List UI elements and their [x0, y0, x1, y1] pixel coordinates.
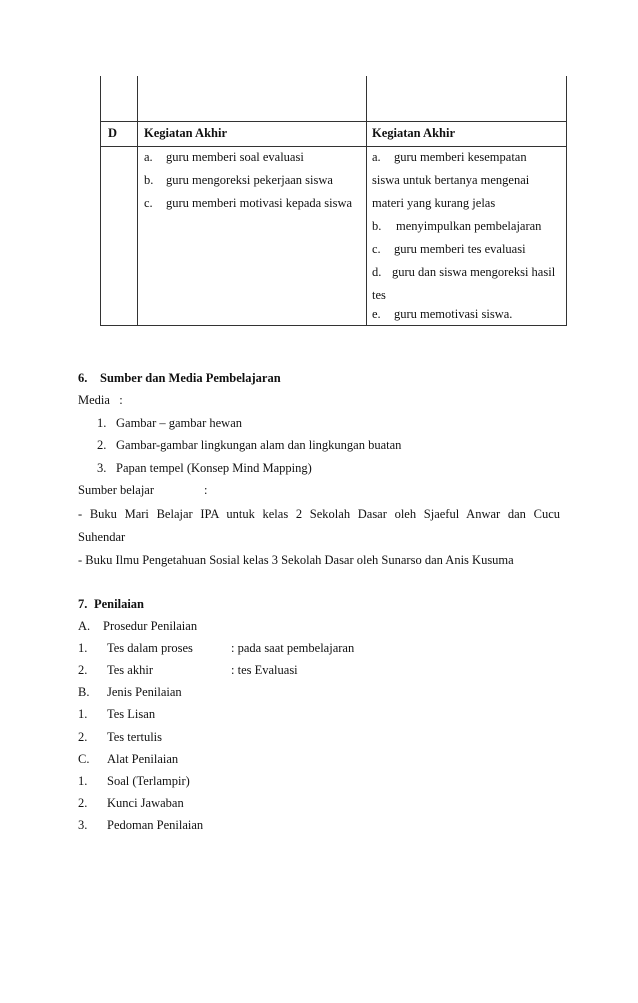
section6-title: Sumber dan Media Pembelajaran [100, 371, 281, 385]
media-item-text: Gambar-gambar lingkungan alam dan lingkungan buatan [116, 438, 402, 452]
assessment-text: Tes Lisan [107, 707, 156, 721]
assessment-marker: 1. [78, 707, 88, 721]
col3-line-text: guru dan siswa mengoreksi hasil [392, 265, 556, 279]
col3-line-text: guru memotivasi siswa. [394, 307, 513, 321]
media-item-text: Gambar – gambar hewan [116, 416, 242, 430]
col3-line-text: materi yang kurang jelas [372, 196, 496, 210]
assessment-marker: 2. [78, 796, 88, 810]
col2-item-marker: c. [144, 196, 153, 210]
col2-item-marker: a. [144, 150, 153, 164]
assessment-text: Tes dalam proses [107, 641, 193, 655]
table-border-bottom [100, 325, 567, 326]
section7-number: 7. [78, 597, 88, 611]
assessment-marker: A. [78, 619, 91, 633]
table-border-left [100, 76, 101, 325]
assessment-marker: 1. [78, 774, 88, 788]
col2-item-marker: b. [144, 173, 154, 187]
col3-line-marker: c. [372, 242, 381, 256]
table-row-letter: D [108, 126, 118, 140]
col3-line-text: tes [372, 288, 386, 302]
col3-line-text: guru memberi kesempatan [394, 150, 527, 164]
col3-line-marker: b. [372, 219, 382, 233]
assessment-detail: : tes Evaluasi [231, 663, 298, 677]
assessment-text: Kunci Jawaban [107, 796, 184, 810]
sumber-colon: : [204, 483, 208, 497]
assessment-marker: 1. [78, 641, 88, 655]
table-border-col2 [366, 76, 367, 325]
table-border-right [566, 76, 567, 325]
col3-line-marker: e. [372, 307, 381, 321]
media-label: Media : [78, 393, 123, 407]
table-border-row2 [100, 146, 567, 147]
assessment-marker: 3. [78, 818, 88, 832]
assessment-text: Alat Penilaian [107, 752, 179, 766]
media-item-num: 2. [97, 438, 107, 452]
col2-item-text: guru mengoreksi pekerjaan siswa [166, 173, 333, 187]
assessment-text: Pedoman Penilaian [107, 818, 204, 832]
assessment-marker: B. [78, 685, 90, 699]
section6-number: 6. [78, 371, 88, 385]
assessment-text: Tes akhir [107, 663, 153, 677]
assessment-text: Prosedur Penilaian [103, 619, 198, 633]
sumber-label: Sumber belajar [78, 483, 155, 497]
col3-line-text: menyimpulkan pembelajaran [396, 219, 542, 233]
col3-line-text: siswa untuk bertanya mengenai [372, 173, 530, 187]
table-col2-heading: Kegiatan Akhir [144, 126, 227, 140]
media-item-num: 1. [97, 416, 107, 430]
col3-line-marker: a. [372, 150, 381, 164]
assessment-text: Tes tertulis [107, 730, 163, 744]
book-1-line-2: Suhendar [78, 530, 126, 544]
assessment-text: Jenis Penilaian [107, 685, 182, 699]
section7-title: Penilaian [94, 597, 145, 611]
col3-line-text: guru memberi tes evaluasi [394, 242, 526, 256]
book-2: - Buku Ilmu Pengetahuan Sosial kelas 3 Sekolah Dasar oleh Sunarso dan Anis Kusuma [78, 553, 514, 567]
assessment-detail: : pada saat pembelajaran [231, 641, 355, 655]
book-1-line-1: - Buku Mari Belajar IPA untuk kelas 2 Sekolah Dasar oleh Sjaeful Anwar dan Cucu [78, 507, 560, 521]
col3-line-marker: d. [372, 265, 382, 279]
assessment-marker: 2. [78, 730, 88, 744]
media-item-num: 3. [97, 461, 107, 475]
col2-item-text: guru memberi motivasi kepada siswa [166, 196, 353, 210]
table-col3-heading: Kegiatan Akhir [372, 126, 455, 140]
col2-item-text: guru memberi soal evaluasi [166, 150, 304, 164]
assessment-text: Soal (Terlampir) [107, 774, 190, 788]
assessment-marker: C. [78, 752, 90, 766]
assessment-marker: 2. [78, 663, 88, 677]
table-border-col1 [137, 76, 138, 325]
table-border-row1 [100, 121, 567, 122]
media-item-text: Papan tempel (Konsep Mind Mapping) [116, 461, 312, 475]
